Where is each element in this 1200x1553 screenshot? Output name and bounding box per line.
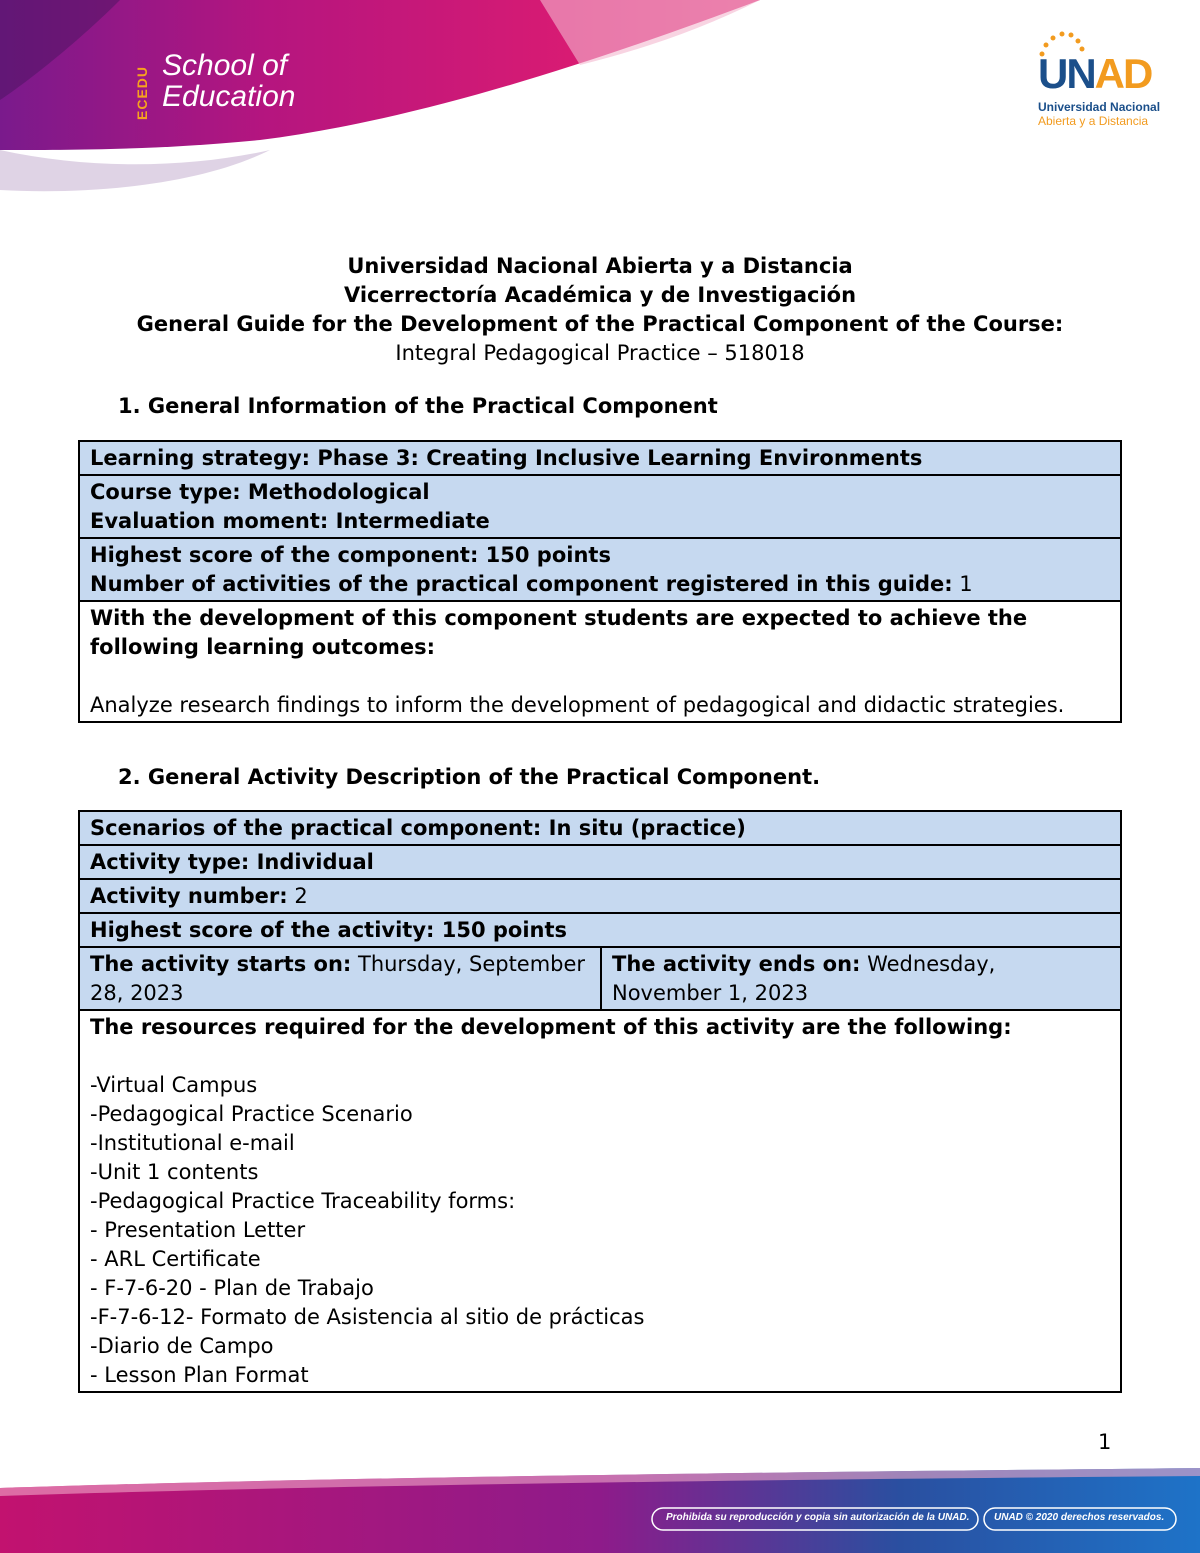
- activity-type-cell: Activity type: Individual: [79, 845, 1121, 879]
- score-cell: [79, 538, 1121, 601]
- start-date-label: The activity starts on:: [90, 952, 352, 976]
- logo-wordmark: UNAD: [1038, 50, 1152, 97]
- end-date-value: Wednesday, November 1, 2023: [612, 952, 996, 1005]
- num-activities-value: 1: [952, 572, 973, 596]
- resource-item: - ARL Certificate: [90, 1247, 261, 1271]
- footer-notice: Prohibida su reproducción y copia sin autorización de la UNAD.: [666, 1512, 970, 1523]
- end-date-cell: [601, 947, 1121, 1010]
- learning-outcome-text: Analyze research findings to inform the development of pedagogical and didactic strategies.: [90, 693, 1065, 717]
- course-type: Course type: Methodological: [90, 480, 430, 504]
- school-of-education-logo: [162, 50, 295, 112]
- resource-item: -Institutional e-mail: [90, 1131, 295, 1155]
- title-vicerrectoria: Vicerrectoría Académica y de Investigación: [343, 283, 857, 307]
- section1-heading: 1. General Information of the Practical Component: [118, 394, 718, 418]
- resource-item: -Unit 1 contents: [90, 1160, 259, 1184]
- num-activities: [90, 570, 1110, 599]
- logo-line1: Universidad Nacional: [1038, 100, 1161, 114]
- resource-item: -Pedagogical Practice Traceability forms:: [90, 1189, 516, 1213]
- unad-logo: [1034, 30, 1164, 130]
- activity-number-label: Activity number:: [90, 884, 288, 908]
- section2-heading: 2. General Activity Description of the Practical Component.: [118, 765, 821, 789]
- school-line2: Education: [162, 80, 296, 113]
- title-guide: General Guide for the Development of the Practical Component of the Course:: [136, 312, 1064, 336]
- title-university: Universidad Nacional Abierta y a Distancia: [347, 254, 853, 278]
- logo-line2: Abierta y a Distancia: [1038, 114, 1149, 128]
- ecedu-vertical-label: [130, 48, 154, 123]
- scenarios-cell: Scenarios of the practical component: In situ (practice): [79, 811, 1121, 845]
- num-activities-label: Number of activities of the practical component registered in this guide:: [90, 572, 953, 596]
- document-titles: [0, 252, 1200, 368]
- learning-outcomes-cell: [79, 601, 1121, 722]
- activity-description-table: [78, 810, 1122, 1393]
- evaluation-moment: Evaluation moment: Intermediate: [90, 509, 490, 533]
- resource-item: -Diario de Campo: [90, 1334, 274, 1358]
- footer-rights: UNAD © 2020 derechos reservados.: [994, 1512, 1165, 1523]
- resource-item: -Virtual Campus: [90, 1073, 258, 1097]
- resources-cell: [79, 1010, 1121, 1392]
- resource-item: - Presentation Letter: [90, 1218, 306, 1242]
- learning-outcomes-label: With the development of this component students are expected to achieve the following learning outcomes:: [90, 606, 1028, 659]
- resources-list: [90, 1071, 1110, 1390]
- start-date-value: Thursday, September 28, 2023: [90, 952, 586, 1005]
- end-date-label: The activity ends on:: [612, 952, 861, 976]
- page-number: 1: [1098, 1430, 1112, 1454]
- footer-banner: [0, 1468, 1200, 1553]
- course-type-cell: [79, 475, 1121, 538]
- title-course: Integral Pedagogical Practice – 518018: [395, 341, 805, 365]
- start-date-cell: [79, 947, 601, 1010]
- learning-strategy-cell: Learning strategy: Phase 3: Creating Inclusive Learning Environments: [79, 441, 1121, 475]
- resource-item: - Lesson Plan Format: [90, 1363, 309, 1387]
- activity-highest-score-cell: Highest score of the activity: 150 points: [79, 913, 1121, 947]
- resource-item: -F-7-6-12- Formato de Asistencia al sitio de prácticas: [90, 1305, 645, 1329]
- component-highest-score: Highest score of the component: 150 points: [90, 543, 611, 567]
- school-line1: School of: [162, 49, 288, 82]
- resource-item: -Pedagogical Practice Scenario: [90, 1102, 413, 1126]
- ecedu-text: ECEDU: [134, 65, 150, 120]
- resource-item: - F-7-6-20 - Plan de Trabajo: [90, 1276, 374, 1300]
- activity-number-cell: [79, 879, 1121, 913]
- resources-label: The resources required for the development of this activity are the following:: [90, 1015, 1012, 1039]
- general-info-table: [78, 440, 1122, 723]
- activity-number-value: 2: [287, 884, 308, 908]
